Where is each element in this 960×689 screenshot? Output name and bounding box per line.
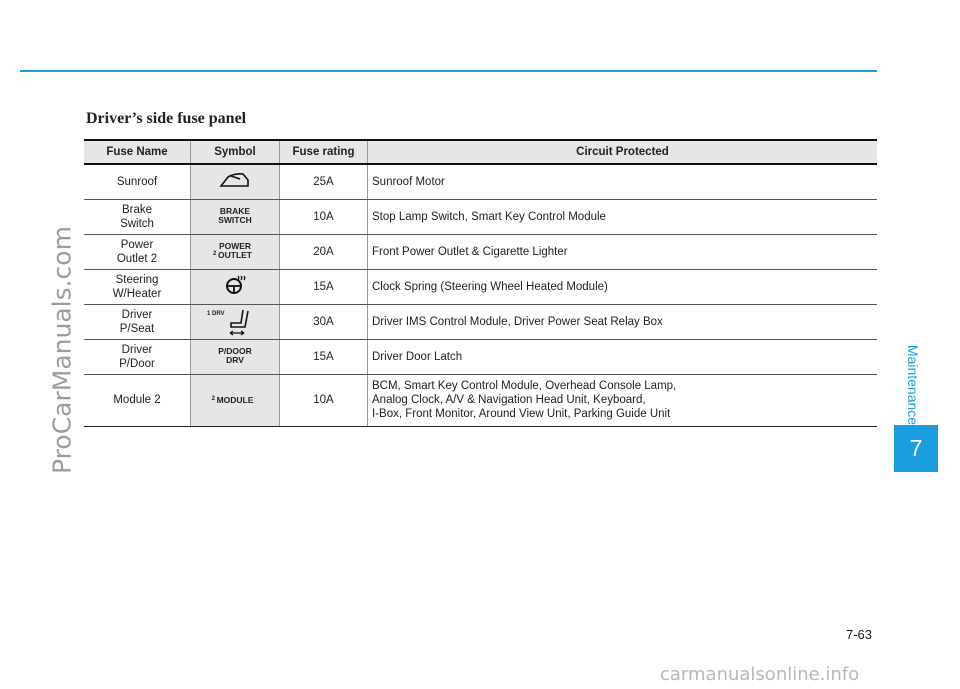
side-watermark: ProCarManuals.com: [47, 226, 77, 474]
table-row: [84, 304, 877, 339]
brake-switch-symbol: BRAKE SWITCH: [218, 205, 252, 225]
fuse-name: Brake Switch: [84, 199, 191, 234]
chapter-tab-label[interactable]: Maintenance: [905, 344, 921, 426]
circuit-protected: BCM, Smart Key Control Module, Overhead Console Lamp, Analog Clock, A/V & Navigation Head Unit, Keyboard, I-Box, Front Monitor, Around View Unit, Parking Guide Unit: [368, 374, 878, 426]
col-header-circuit: Circuit Protected: [368, 140, 878, 164]
fuse-symbol: [191, 339, 280, 374]
power-seat-icon: [227, 308, 253, 336]
table-row: [84, 234, 877, 269]
symbol-superscript: 2: [211, 396, 215, 402]
fuse-symbol: [191, 234, 280, 269]
fuse-rating: 10A: [280, 374, 368, 426]
heated-steering-wheel-icon: [224, 274, 246, 296]
power-outlet-symbol: POWER OUTLET: [218, 240, 252, 260]
circuit-protected: Clock Spring (Steering Wheel Heated Module): [368, 269, 878, 304]
driver-seat-symbol-label: 1 DRV: [207, 310, 225, 317]
fuse-name: Steering W/Heater: [84, 269, 191, 304]
circuit-protected: Front Power Outlet & Cigarette Lighter: [368, 234, 878, 269]
module-symbol: MODULE: [216, 395, 254, 405]
col-header-fuse-rating: Fuse rating: [280, 140, 368, 164]
fuse-name: Driver P/Seat: [84, 304, 191, 339]
fuse-table: [84, 139, 877, 427]
fuse-symbol: [191, 304, 280, 339]
fuse-symbol: [191, 374, 280, 426]
footer-watermark: carmanualsonline.info: [660, 664, 860, 685]
fuse-name: Power Outlet 2: [84, 234, 191, 269]
fuse-rating: 10A: [280, 199, 368, 234]
table-row: [84, 164, 877, 199]
power-door-symbol: P/DOOR DRV: [218, 345, 252, 365]
fuse-rating: 25A: [280, 164, 368, 199]
fuse-name: Module 2: [84, 374, 191, 426]
page-number: 7-63: [846, 627, 873, 642]
circuit-protected: Stop Lamp Switch, Smart Key Control Module: [368, 199, 878, 234]
fuse-name: Driver P/Door: [84, 339, 191, 374]
top-rule: [20, 70, 877, 72]
fuse-rating: 15A: [280, 339, 368, 374]
fuse-rating: 20A: [280, 234, 368, 269]
fuse-rating: 15A: [280, 269, 368, 304]
table-header-row: [84, 140, 877, 164]
table-row: [84, 374, 877, 426]
fuse-symbol: [191, 269, 280, 304]
fuse-rating: 30A: [280, 304, 368, 339]
chapter-number-badge[interactable]: 7: [894, 425, 938, 472]
sunroof-icon: [218, 170, 252, 190]
table-row: [84, 199, 877, 234]
fuse-name: Sunroof: [84, 164, 191, 199]
table-row: [84, 339, 877, 374]
circuit-protected: Sunroof Motor: [368, 164, 878, 199]
fuse-symbol: [191, 199, 280, 234]
col-header-symbol: Symbol: [191, 140, 280, 164]
symbol-superscript: 2: [213, 250, 217, 257]
circuit-protected: Driver IMS Control Module, Driver Power Seat Relay Box: [368, 304, 878, 339]
circuit-protected: Driver Door Latch: [368, 339, 878, 374]
col-header-fuse-name: Fuse Name: [84, 140, 191, 164]
section-title: Driver’s side fuse panel: [86, 110, 247, 127]
table-row: [84, 269, 877, 304]
fuse-symbol: [191, 164, 280, 199]
